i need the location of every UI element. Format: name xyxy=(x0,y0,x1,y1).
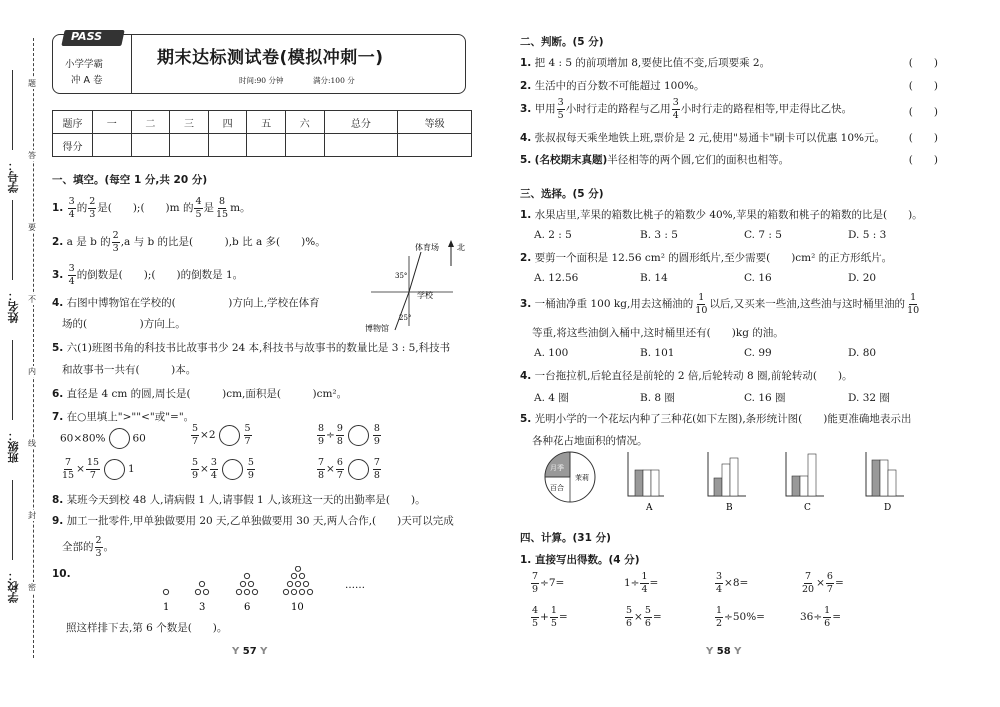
cut-mark: 要 xyxy=(28,223,36,232)
fraction: $\frac{2}{3}$ xyxy=(112,230,119,254)
table-row xyxy=(53,111,472,134)
pattern-dot xyxy=(252,589,257,594)
question-8: 8. 某班今天到校 48 人,请病假 1 人,请事假 1 人,该班这一天的出勤率是( )。 xyxy=(52,494,426,506)
judge-5-answer[interactable]: ( ) xyxy=(908,154,938,166)
pass-logo-text: PASS xyxy=(71,30,103,43)
choice-4-option-c[interactable]: C. 16 圈 xyxy=(744,392,786,404)
student-no-label: 学号： xyxy=(7,160,20,193)
pie-label: 茉莉 xyxy=(575,474,589,482)
choice-2-option-c[interactable]: C. 16 xyxy=(744,272,772,284)
binding-line xyxy=(33,38,34,658)
compare-circle[interactable] xyxy=(219,425,240,446)
gym-direction-line xyxy=(409,252,421,292)
cut-mark: 不 xyxy=(28,295,36,304)
school-label: 学校： xyxy=(7,570,20,603)
compare-circle[interactable] xyxy=(222,459,243,480)
question-4-line2: 场的( )方向上。 xyxy=(62,318,186,330)
table-cell: 二 xyxy=(131,111,170,134)
museum-direction-line xyxy=(395,292,412,330)
calc-item: $\frac{1}{2}$ ÷50%= xyxy=(716,605,765,629)
compare-circle[interactable] xyxy=(104,459,125,480)
compare-2: $\frac{5}{7}$ ×2 $\frac{5}{7}$ xyxy=(192,423,251,447)
map-angle-25: 25° xyxy=(399,314,412,322)
question-4: 4. 右图中博物馆在学校的( )方向上,学校在体育 xyxy=(52,297,320,309)
pattern-dot xyxy=(199,581,204,586)
choice-1-option-c[interactable]: C. 7 : 5 xyxy=(744,229,782,241)
choice-1: 1. 水果店里,苹果的箱数比桃子的箱数少 40%,苹果的箱数和桃子的箱数的比是( )。 xyxy=(520,209,923,221)
question-9: 9. 加工一批零件,甲单独做要用 20 天,乙单独做要用 30 天,两人合作,( )天可以完成 xyxy=(52,515,454,527)
map-school-label: 学校 xyxy=(417,291,433,300)
compare-4: $\frac{7}{15}$ × $\frac{15}{7}$ 1 xyxy=(62,457,135,481)
table-cell: 三 xyxy=(170,111,209,134)
leaf-icon: Y xyxy=(734,646,742,657)
flower-charts xyxy=(540,450,940,512)
question-5: 5. 六(1)班图书角的科技书比故事书少 24 本,科技书与故事书的数量比是 3 : 5,科技书 xyxy=(52,342,451,354)
compare-circle[interactable] xyxy=(348,425,369,446)
choice-4-option-d[interactable]: D. 32 圈 xyxy=(848,392,890,404)
class-line xyxy=(12,340,13,420)
cut-mark: 封 xyxy=(28,511,36,520)
calc-item: $\frac{3}{4}$ ×8= xyxy=(716,571,749,595)
choice-3-option-b[interactable]: B. 101 xyxy=(640,347,675,359)
section-true-false: 二、判断。(5 分) xyxy=(520,36,604,48)
cut-mark: 线 xyxy=(28,439,36,448)
table-cell: 得分 xyxy=(53,134,93,157)
exam-title: 期末达标测试卷(模拟冲刺一) xyxy=(157,48,384,68)
fraction: $\frac{8}{15}$ xyxy=(216,196,229,220)
exam-time: 时间:90 分钟 xyxy=(239,76,284,85)
question-3: 3. $\frac{3}{4}$ 的倒数是( );( )的倒数是 1。 xyxy=(52,263,244,287)
pattern-label: 1 xyxy=(163,602,170,613)
score-input-cell[interactable] xyxy=(324,134,398,157)
school-line xyxy=(12,480,13,560)
map-gym-label: 体育场 xyxy=(415,243,439,252)
direction-map xyxy=(365,238,475,338)
brand-line1: 小学学霸 xyxy=(65,59,104,70)
compare-6: $\frac{7}{8}$ × $\frac{6}{7}$ $\frac{7}{8}$ xyxy=(318,457,380,481)
table-cell: 四 xyxy=(208,111,247,134)
flower-pie-chart xyxy=(545,452,595,502)
pattern-dot xyxy=(295,581,300,586)
cut-mark: 密 xyxy=(28,583,36,592)
calc-item: $\frac{5}{6}$ × $\frac{5}{6}$ = xyxy=(626,605,662,629)
choice-5: 5. 光明小学的一个花坛内种了三种花(如下左图),条形统计图( )能更准确地表示出 xyxy=(520,413,912,425)
choice-1-option-d[interactable]: D. 5 : 3 xyxy=(848,229,887,241)
choice-5-line2: 各种花占地面积的情况。 xyxy=(532,435,648,447)
pattern-dot xyxy=(248,581,253,586)
score-input-cell[interactable] xyxy=(170,134,209,157)
dot-pattern xyxy=(150,566,380,614)
chart-option-label: A xyxy=(646,503,653,512)
pattern-dot xyxy=(283,589,288,594)
calc-item: $\frac{7}{20}$ × $\frac{6}{7}$ = xyxy=(802,571,844,595)
pattern-dot xyxy=(287,581,292,586)
compare-circle[interactable] xyxy=(348,459,369,480)
pattern-dot xyxy=(299,573,304,578)
brand-divider xyxy=(131,35,132,93)
page-number-right: Y 58 Y xyxy=(706,646,742,657)
choice-3-line2: 等重,将这些油倒入桶中,这时桶里还有( )kg 的油。 xyxy=(532,327,784,339)
compare-5: $\frac{5}{9}$ × $\frac{3}{4}$ $\frac{5}{9}$ xyxy=(192,457,254,481)
compare-1: 60×80% 60 xyxy=(60,428,146,449)
fraction: $\frac{2}{3}$ xyxy=(89,196,96,220)
table-cell: 一 xyxy=(93,111,132,134)
question-10: 10. xyxy=(52,568,71,580)
choice-3: 3. 一桶油净重 100 kg,用去这桶油的 $\frac{1}{10}$ 以后,又买来一些油,这些油与这时桶里油的 $\frac{1}{10}$ xyxy=(520,292,920,316)
question-10-tail: 照这样排下去,第 6 个数是( )。 xyxy=(66,622,228,634)
pattern-dot xyxy=(291,589,296,594)
question-5-line2: 和故事书一共有( )本。 xyxy=(62,364,197,376)
judge-2-answer[interactable]: ( ) xyxy=(908,80,938,92)
pattern-dot xyxy=(244,589,249,594)
question-6: 6. 直径是 4 cm 的圆,周长是( )cm,面积是( )cm²。 xyxy=(52,388,348,400)
bar-chart-d xyxy=(866,452,904,512)
section-choice: 三、选择。(5 分) xyxy=(520,188,604,200)
calc-item: $\frac{4}{5}$ + $\frac{1}{5}$ = xyxy=(532,605,568,629)
pattern-dot xyxy=(307,589,312,594)
score-input-cell[interactable] xyxy=(247,134,286,157)
map-angle-35: 35° xyxy=(395,272,408,280)
choice-3-option-a[interactable]: A. 100 xyxy=(534,347,569,359)
bar-chart-b xyxy=(708,452,746,512)
question-1: 1. $\frac{3}{4}$ 的 $\frac{2}{3}$ 是( );( )m 的 $\frac{4}{5}$ 是 $\frac{8}{15}$ m。 xyxy=(52,196,251,220)
pattern-dot xyxy=(303,581,308,586)
calc-item: $\frac{7}{9}$ ÷7= xyxy=(532,571,565,595)
pattern-label: 10 xyxy=(291,602,304,613)
table-cell: 题序 xyxy=(53,111,93,134)
section-calculation: 四、计算。(31 分) xyxy=(520,532,611,544)
brand-line2: 冲 A 卷 xyxy=(71,75,103,86)
calc-subsection-1: 1. 直接写出得数。(4 分) xyxy=(520,554,640,566)
pie-label: 百合 xyxy=(550,484,564,492)
calc-item: 1÷ $\frac{1}{4}$ = xyxy=(624,571,659,595)
chart-option-label: B xyxy=(726,503,733,512)
exam-full-score: 满分:100 分 xyxy=(313,76,355,85)
fraction: $\frac{3}{4}$ xyxy=(68,196,75,220)
score-table xyxy=(52,110,472,157)
pattern-dot xyxy=(299,589,304,594)
pattern-label: 3 xyxy=(199,602,206,613)
choice-3-option-d[interactable]: D. 80 xyxy=(848,347,877,359)
pattern-dot xyxy=(244,573,249,578)
compare-circle[interactable] xyxy=(109,428,130,449)
judge-3-answer[interactable]: ( ) xyxy=(908,106,938,118)
question-2: 2. a 是 b 的 $\frac{2}{3}$ ,a 与 b 的比是( ),b 比 a 多( )%。 xyxy=(52,230,326,254)
bar-chart-a xyxy=(628,452,664,512)
fraction: $\frac{4}{5}$ xyxy=(195,196,202,220)
pattern-label: 6 xyxy=(244,602,251,613)
choice-2-option-b[interactable]: B. 14 xyxy=(640,272,668,284)
score-input-cell[interactable] xyxy=(131,134,170,157)
table-cell: 五 xyxy=(247,111,286,134)
compare-3: $\frac{8}{9}$ ÷ $\frac{9}{8}$ $\frac{8}{9}$ xyxy=(318,423,380,447)
name-line xyxy=(12,200,13,280)
table-cell: 等级 xyxy=(398,111,472,134)
leaf-icon: Y xyxy=(260,646,268,657)
student-no-line xyxy=(12,70,13,150)
class-label: 班级： xyxy=(7,430,20,463)
chart-option-label: D xyxy=(884,503,892,512)
choice-1-option-a[interactable]: A. 2 : 5 xyxy=(534,229,572,241)
score-input-cell[interactable] xyxy=(208,134,247,157)
table-cell: 总分 xyxy=(324,111,398,134)
table-cell: 六 xyxy=(285,111,324,134)
score-input-cell[interactable] xyxy=(398,134,472,157)
score-input-cell[interactable] xyxy=(93,134,132,157)
question-9-line2: 全部的 $\frac{2}{3}$ 。 xyxy=(62,535,115,559)
leaf-icon: Y xyxy=(706,646,714,657)
judge-2: 2. 生活中的百分数不可能超过 100%。 xyxy=(520,80,705,92)
section-fill-in: 一、填空。(每空 1 分,共 20 分) xyxy=(52,174,208,186)
pattern-dot xyxy=(240,581,245,586)
pattern-dot xyxy=(291,573,296,578)
score-input-cell[interactable] xyxy=(285,134,324,157)
table-row xyxy=(53,134,472,157)
choice-4-option-b[interactable]: B. 8 圈 xyxy=(640,392,675,404)
choice-4: 4. 一台拖拉机,后轮直径是前轮的 2 倍,后轮转动 8 圈,前轮转动( )。 xyxy=(520,370,853,382)
pattern-dot xyxy=(163,589,168,594)
chart-option-label: C xyxy=(804,503,811,512)
judge-4: 4. 张叔叔每天乘坐地铁上班,票价是 2 元,使用"易通卡"刷卡可以优惠 10%元。 xyxy=(520,132,886,144)
pattern-dot xyxy=(195,589,200,594)
choice-2-option-a[interactable]: A. 12.56 xyxy=(534,272,579,284)
choice-2: 2. 要剪一个面积是 12.56 cm² 的圆形纸片,至少需要( )cm² 的正方形纸片。 xyxy=(520,252,893,264)
name-label: 姓名： xyxy=(7,290,20,323)
cut-mark: 内 xyxy=(28,367,36,376)
page-number-left: Y 57 Y xyxy=(232,646,268,657)
pie-label: 月季 xyxy=(550,464,564,472)
cut-mark: 题 xyxy=(28,79,36,88)
choice-1-option-b[interactable]: B. 3 : 5 xyxy=(640,229,678,241)
fraction: $\frac{3}{4}$ xyxy=(68,263,75,287)
fraction: $\frac{2}{3}$ xyxy=(95,535,102,559)
question-7: 7. 在○里填上">""<"或"="。 xyxy=(52,411,195,423)
exam-header xyxy=(52,30,466,94)
bar-chart-c xyxy=(786,452,824,512)
pattern-ellipsis: …… xyxy=(345,580,365,591)
calc-item: 36÷ $\frac{1}{6}$ = xyxy=(800,605,842,629)
judge-4-answer[interactable]: ( ) xyxy=(908,132,938,144)
choice-4-option-a[interactable]: A. 4 圈 xyxy=(534,392,569,404)
choice-3-option-c[interactable]: C. 99 xyxy=(744,347,772,359)
pattern-dot xyxy=(295,566,300,571)
pattern-dot xyxy=(203,589,208,594)
judge-1-answer[interactable]: ( ) xyxy=(908,57,938,69)
judge-3: 3. 甲用 $\frac{3}{5}$ 小时行走的路程与乙用 $\frac{3}{4}$ 小时行走的路程相等,甲走得比乙快。 xyxy=(520,97,853,121)
cut-mark: 答 xyxy=(28,151,36,160)
pattern-dot xyxy=(236,589,241,594)
choice-2-option-d[interactable]: D. 20 xyxy=(848,272,877,284)
judge-1: 1. 把 4 : 5 的前项增加 8,要使比值不变,后项要乘 2。 xyxy=(520,57,771,69)
map-museum-label: 博物馆 xyxy=(365,324,389,333)
map-north-label: 北 xyxy=(457,243,465,252)
judge-5: 5. (名校期末真题)半径相等的两个圆,它们的面积也相等。 xyxy=(520,154,790,166)
leaf-icon: Y xyxy=(232,646,240,657)
